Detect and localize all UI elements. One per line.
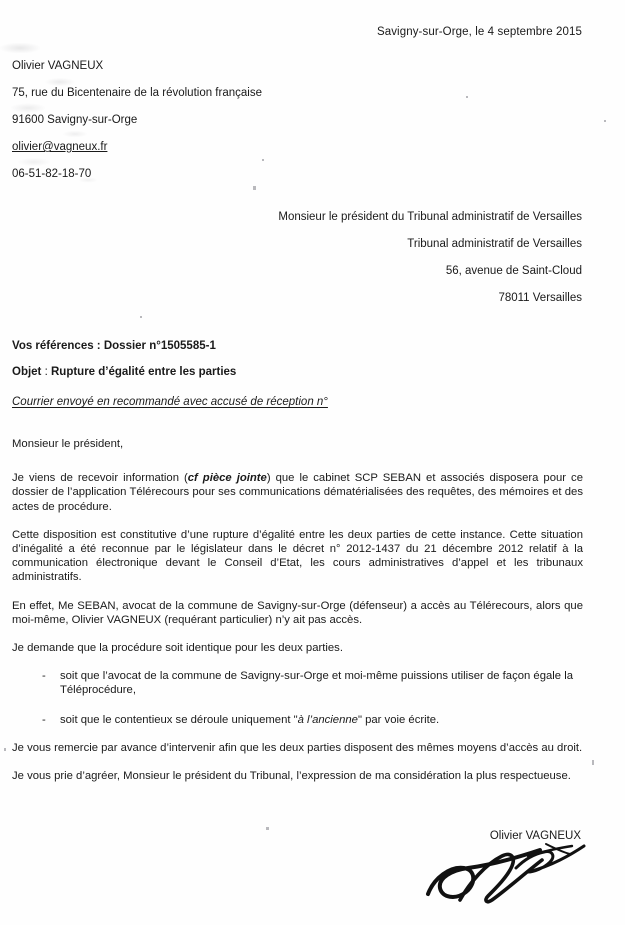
references-value: Dossier n°1505585-1 [103,340,216,352]
paragraph-1-part-a: Je viens de recevoir information ( [12,472,188,485]
subject-label: Objet [12,366,42,378]
paragraph-6: Je vous prie d’agréer, Monsieur le président du Tribunal, l’expression de ma considération la plus respectueuse. [12,770,571,783]
sender-phone: 06-51-82-18-70 [12,168,92,180]
subject-value: Rupture d’égalité entre les parties [50,366,237,378]
list-item [12,713,583,727]
scan-speck [604,120,606,122]
sender-address-block [12,60,412,195]
list-item [12,669,583,697]
list-item-text-part-a: soit que le contentieux se déroule uniquement " [60,713,298,726]
list-item-text [60,714,439,726]
scan-speck [266,827,269,830]
scan-speck [466,96,468,98]
sender-street: 75, rue du Bicentenaire de la révolution française [12,87,262,99]
paragraph-4: Je demande que la procédure soit identique pour les deux parties. [12,642,343,655]
bullet-dash-icon: - [42,713,46,726]
scan-speck [592,760,594,765]
paragraph-1-emphasis: cf pièce jointe [187,472,267,485]
paragraph-3: En effet, Me SEBAN, avocat de la commune de Savigny-sur-Orge (défenseur) a accès au Télérecours, alors que moi-même, Olivier VAGNEUX (requérant particulier) n’y ait pas accès. [12,599,583,626]
references-line [12,340,582,352]
bullet-dash-icon: - [42,670,46,683]
delivery-note: Courrier envoyé en recommandé avec accusé de réception n° [12,396,328,408]
paragraph-1 [12,471,583,514]
recipient-line-4: 78011 Versailles [498,292,582,304]
recipient-line-3: 56, avenue de Saint-Cloud [445,265,582,277]
scan-speck [4,748,6,751]
paragraph-5: Je vous remercie par avance d’intervenir afin que les deux parties disposent des mêmes moyens d’accès au droit. [12,741,583,754]
subject-separator: : [41,366,51,378]
paragraph-1-part-b: ) que le cabinet SCP SEBAN et associés disposera pour ce dossier de l’application Télérecours pour ses communications dématérialisées des requêtes, des mémoires et des actes de procédure. [12,472,583,513]
date-line: Savigny-sur-Orge, le 4 septembre 2015 [376,26,582,38]
recipient-line-2: Tribunal administratif de Versailles [407,238,582,250]
signature-name: Olivier VAGNEUX [489,830,581,842]
recipient-address-block [180,211,582,319]
signature-block [380,830,585,842]
paragraph-2: Cette disposition est constitutive d’une rupture d’égalité entre les deux parties de cette instance. Cette situation d’inégalité a été reconnue par le législateur dans le décret n° 2012-1437 du 21 décembre 2012 relatif à la communication électronique devant le Conseil d’Etat, les cours administratives d’appel et les tribunaux administratifs. [12,528,583,584]
sender-city: 91600 Savigny-sur-Orge [12,114,138,126]
list-item-emphasis: à l’ancienne [297,713,358,726]
list-item-text-part-b: " par voie écrite. [357,713,440,726]
list-item-text: soit que l’avocat de la commune de Savigny-sur-Orge et moi-même puissions utiliser de façon égale la Téléprocédure, [60,670,574,697]
references-label: Vos références : [12,340,104,352]
handwritten-signature-icon [420,838,590,918]
recipient-line-1: Monsieur le président du Tribunal administratif de Versailles [278,211,582,223]
scan-speck [140,316,142,318]
sender-email: olivier@vagneux.fr [12,141,108,153]
salutation: Monsieur le président, [12,438,124,450]
subject-line [12,366,582,378]
sender-name: Olivier VAGNEUX [12,60,104,72]
reference-block [12,340,582,408]
letter-body [12,437,583,783]
demand-options-list [12,669,583,727]
